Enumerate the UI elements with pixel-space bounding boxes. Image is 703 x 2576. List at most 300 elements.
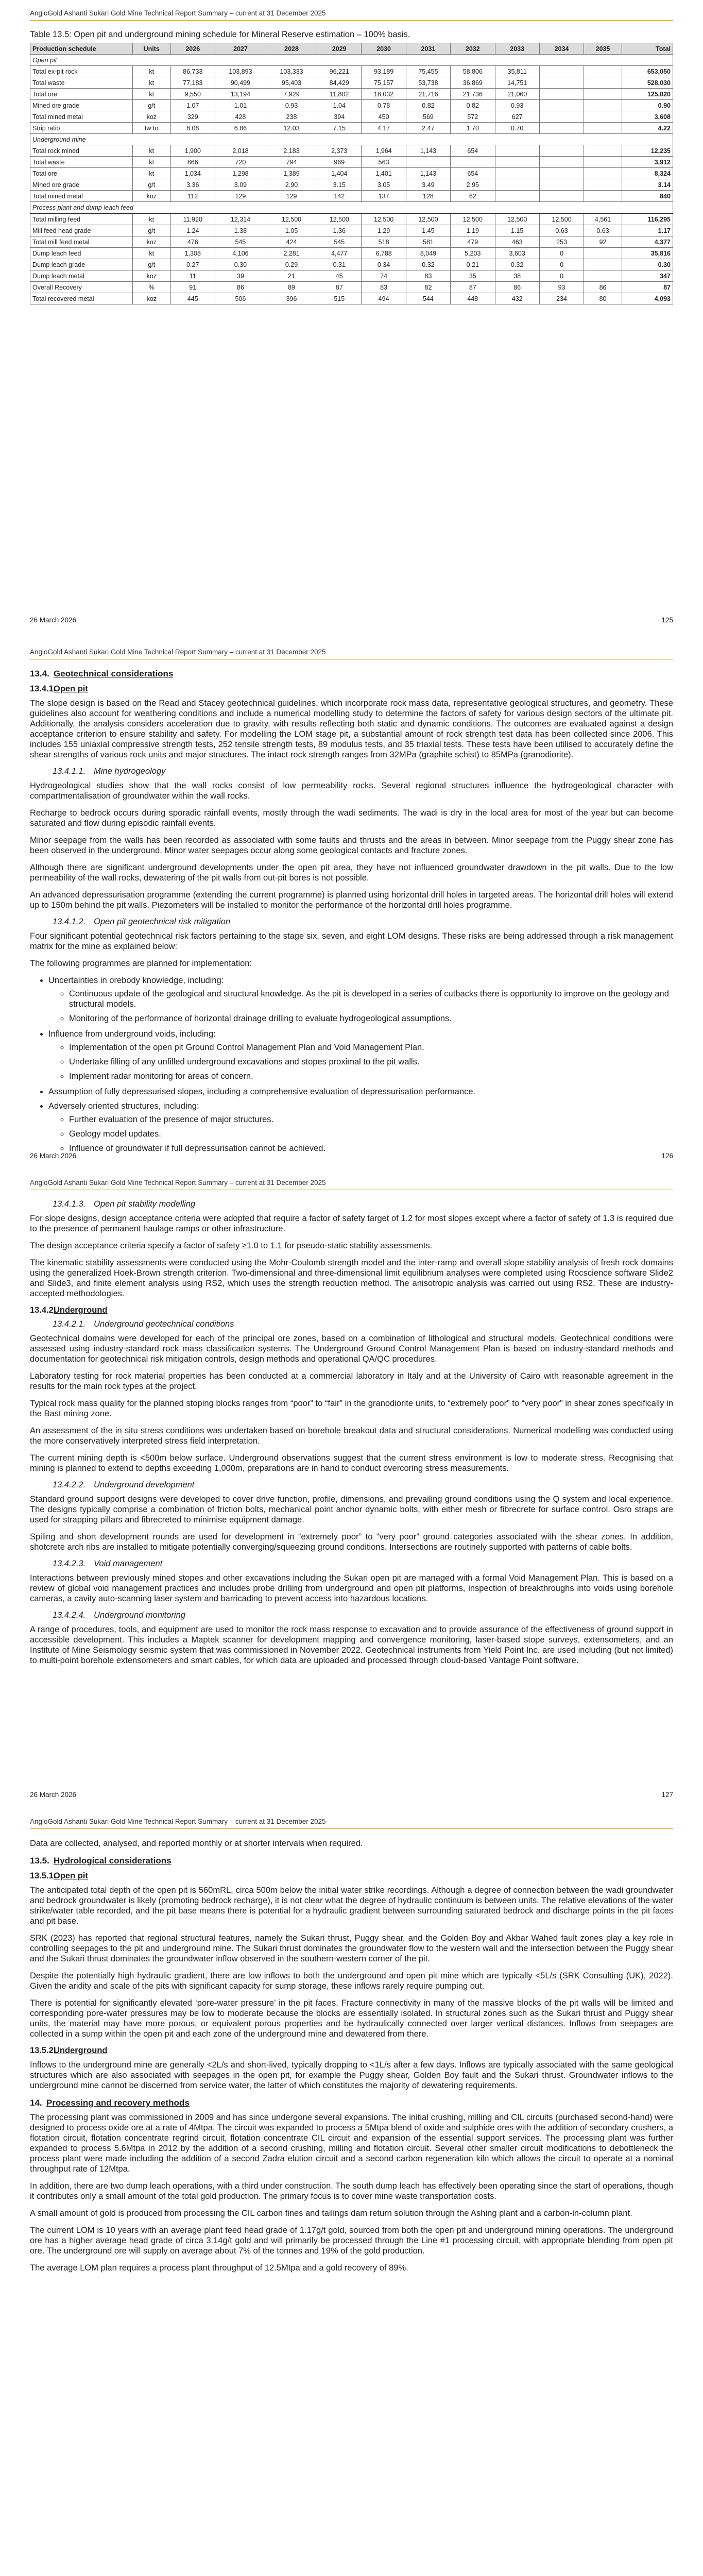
table-body: [30, 55, 673, 304]
table-cell: koz: [133, 191, 171, 202]
table-cell: 38: [495, 270, 539, 282]
table-cell: koz: [133, 111, 171, 123]
paragraph: For slope designs, design acceptance criteria were adopted that require a factor of safety target of 1.2 for most slopes except where a factor of safety of 1.3 is required due to the presence of permanent haulage ramps or other infrastructure.: [30, 1214, 673, 1233]
table-cell: Total ore: [30, 89, 133, 100]
table-cell: 12,500: [362, 213, 406, 225]
table-row: [30, 145, 673, 157]
table-cell: koz: [133, 270, 171, 282]
paragraph: Four significant potential geotechnical risk factors pertaining to the stage six, seven, and eight LOM designs. These risks are being addressed through a risk management matrix for the mine as explained below:: [30, 931, 673, 951]
table-cell: 1.24: [170, 225, 215, 236]
paragraph: Recharge to bedrock occurs during sporadic rainfall events, mostly through the wadi sediments. The wadi is dry in the local area for most of the year but can become saturated and flow during episodic rainfall events.: [30, 808, 673, 828]
table-cell: 840: [622, 191, 673, 202]
table-cell: 0.63: [584, 225, 622, 236]
table-cell: [584, 77, 622, 89]
table-cell: 90,499: [215, 77, 266, 89]
table-cell: 3,603: [495, 248, 539, 259]
table-cell: [539, 89, 584, 100]
table-cell: 445: [170, 293, 215, 304]
table-cell: 0.63: [539, 225, 584, 236]
table-cell: 86: [584, 282, 622, 293]
paragraph: Laboratory testing for rock material properties has been conducted at a commercial laboratory in Italy and at the University of Cairo with reasonable agreement in the results for the main rock types at the project.: [30, 1371, 673, 1391]
table-cell: 87: [622, 282, 673, 293]
table-cell: 3.09: [215, 179, 266, 191]
table-cell: 528,030: [622, 77, 673, 89]
table-cell: 450: [362, 111, 406, 123]
table-cell: 1.70: [451, 123, 495, 134]
table-cell: kt: [133, 157, 171, 168]
table-cell: 866: [170, 157, 215, 168]
paragraph: The anticipated total depth of the open pit is 560mRL, circa 500m below the initial water strike recordings. Although a degree of connection between the wadi groundwater and bedrock groundwater is likely (promoting bedrock recharge), it is not clear what the degree of hydraulic continuum is between units. The relative elevations of the water strike/water table recorded, and the pit base means there is potential for a hydraulic gradient between surrounding saturated bedrock and discharge points in the pit faces and pit base.: [30, 1886, 673, 1926]
mining-schedule-table: [30, 43, 673, 304]
table-cell: 0.31: [317, 259, 362, 270]
table-cell: 11: [170, 270, 215, 282]
table-cell: kt: [133, 66, 171, 77]
section-heading: 13.5. Hydrological considerations: [30, 1856, 172, 1866]
table-section-row: [30, 134, 673, 145]
table-cell: 86: [215, 282, 266, 293]
table-cell: 36,869: [451, 77, 495, 89]
table-cell: g/t: [133, 100, 171, 111]
table-cell: 35: [451, 270, 495, 282]
table-cell: [451, 157, 495, 168]
table-cell: 128: [406, 191, 450, 202]
table-cell: 129: [215, 191, 266, 202]
table-row: [30, 191, 673, 202]
table-cell: [584, 259, 622, 270]
table-cell: 21,060: [495, 89, 539, 100]
table-cell: [584, 100, 622, 111]
table-cell: 96,221: [317, 66, 362, 77]
table-cell: 2.47: [406, 123, 450, 134]
table-cell: 253: [539, 236, 584, 248]
footer-date: 26 March 2026: [30, 1791, 77, 1799]
table-cell: tw:to: [133, 123, 171, 134]
table-cell: 545: [317, 236, 362, 248]
sub-subsection-heading: 13.4.2.1. Underground geotechnical conditions: [53, 1319, 234, 1329]
table-cell: Total mined metal: [30, 111, 133, 123]
table-cell: 0.32: [406, 259, 450, 270]
paragraph: Standard ground support designs were developed to cover drive function, profile, dimensions, and prevailing ground conditions using the Q system and local experience. The designs typically comprise a combination of friction bolts, mechanical point anchor dynamic bolts, with either mesh or fibrecrete for surface control. Osro straps are used for strapping pillars and fibrecreted to minimise equipment damage.: [30, 1495, 673, 1524]
table-cell: 13,194: [215, 89, 266, 100]
table-row: [30, 123, 673, 134]
bullet-list: [30, 975, 673, 1154]
paragraph: There is potential for significantly elevated ‘pore-water pressure’ in the pit faces. Fracture connectivity in many of the massive blocks of the pit walls will be limited and corresponding pore-water pressures may be low to moderate because the blocks are essentially isolated. In structural zones such as the Sukari thrust and Puggy shear units, the material may have more porous, or equivalent porous properties and be hydraulically connected over larger vertical distances. Inflows from seepages are collected in a sump within the open pit and each zone of the underground mine and dewatered from there.: [30, 1998, 673, 2039]
table-cell: 84,429: [317, 77, 362, 89]
table-cell: Total ex-pit rock: [30, 66, 133, 77]
list-item: ◦ Undertake filling of any unfilled underground excavations and stopes proximal to the pit walls.: [69, 1057, 673, 1067]
table-cell: [495, 145, 539, 157]
table-cell: 234: [539, 293, 584, 304]
table-cell: 518: [362, 236, 406, 248]
table-cell: 83: [406, 270, 450, 282]
table-cell: 8,324: [622, 168, 673, 179]
subsection-heading: 13.5.1.Open pit: [30, 1871, 88, 1880]
table-cell: 80: [584, 293, 622, 304]
table-row: [30, 179, 673, 191]
table-cell: 476: [170, 236, 215, 248]
table-row: [30, 168, 673, 179]
table-cell: 12,314: [215, 213, 266, 225]
table-cell: 0.90: [622, 100, 673, 111]
subsection-heading: 13.4.1.Open pit: [30, 684, 88, 693]
table-cell: 4,561: [584, 213, 622, 225]
table-section-row: [30, 202, 673, 214]
table-header-row: [30, 43, 673, 55]
table-cell: 1,308: [170, 248, 215, 259]
table-row: [30, 293, 673, 304]
table-cell: [539, 145, 584, 157]
page-number: 126: [661, 1152, 673, 1160]
table-cell: [495, 191, 539, 202]
paragraph: The processing plant was commissioned in 2009 and has since undergone several expansions. The initial crushing, milling and CIL circuits (purchased second-hand) were designed to process oxide ore at a rate of 4Mtpa. The circuit was expanded to process a 5Mtpa blend of oxide and sulphide ores with the addition of secondary crushers, a flotation circuit, flotation concentrate regrind circuit, flotation concentrate CIL circuit and expansion of the essential support services. The processing plant was further expanded to process 5.6Mtpa in 2012 by the addition of a second crushing, milling and flotation circuit. Several other smaller circuit modifications to debottleneck the process plant were made including the addition of a second Zadra elution circuit and a second carbon regeneration kiln which allows the circuit to operate at a nominal throughput rate of 12Mtpa.: [30, 2113, 673, 2174]
table-cell: 4.17: [362, 123, 406, 134]
table-cell: [584, 179, 622, 191]
table-cell: 0.21: [451, 259, 495, 270]
table-cell: 2.95: [451, 179, 495, 191]
table-cell: g/t: [133, 259, 171, 270]
table-section-title: Underground mine: [30, 134, 673, 145]
table-cell: 581: [406, 236, 450, 248]
paragraph: Typical rock mass quality for the planned stoping blocks ranges from “poor” to “fair” in the granodiorite units, to “extremely poor” to “very poor” in shear zones specifically in the Bast mining zone.: [30, 1399, 673, 1418]
paragraph: Hydrogeological studies show that the wall rocks consist of low permeability rocks. Several regional structures influence the hydrogeological character with compartmentalisation of groundwater within the wall rocks.: [30, 781, 673, 801]
table-cell: 82: [406, 282, 450, 293]
table-cell: Mill feed head grade: [30, 225, 133, 236]
table-cell: [406, 157, 450, 168]
page-127: [0, 1170, 703, 1672]
table-cell: 1.01: [215, 100, 266, 111]
table-cell: [495, 179, 539, 191]
table-cell: 1.36: [317, 225, 362, 236]
list-item: ◦ Geology model updates.: [69, 1129, 673, 1139]
table-header-cell: 2032: [451, 43, 495, 55]
table-cell: kt: [133, 145, 171, 157]
table-cell: 432: [495, 293, 539, 304]
table-cell: 12,500: [317, 213, 362, 225]
table-cell: 7,929: [266, 89, 317, 100]
table-cell: Total ore: [30, 168, 133, 179]
paragraph: Geotechnical domains were developed for each of the principal ore zones, based on a combination of lithological and structural models. Geotechnical conditions were assessed using industry-standard rock mass classification systems. The Underground Ground Control Management Plan is based on industry-standard methods and documentation for geotechnical risk mitigation controls, design methods and operational QA/QC procedures.: [30, 1334, 673, 1364]
table-cell: [584, 123, 622, 134]
table-cell: 0: [539, 248, 584, 259]
table-cell: [584, 191, 622, 202]
table-cell: g/t: [133, 179, 171, 191]
table-cell: 428: [215, 111, 266, 123]
table-cell: 91: [170, 282, 215, 293]
table-cell: [539, 111, 584, 123]
table-caption: Table 13.5: Open pit and underground mining schedule for Mineral Reserve estimation – 100% basis.: [30, 30, 410, 39]
table-cell: 627: [495, 111, 539, 123]
table-row: [30, 89, 673, 100]
table-cell: [539, 191, 584, 202]
table-cell: 45: [317, 270, 362, 282]
table-cell: 515: [317, 293, 362, 304]
table-cell: 2,373: [317, 145, 362, 157]
table-cell: 653,050: [622, 66, 673, 77]
table-cell: 12,500: [406, 213, 450, 225]
table-cell: 3,608: [622, 111, 673, 123]
paragraph: The current mining depth is <500m below surface. Underground observations suggest that the current stress environment is low to moderate stress. Recognising that mining is planned to extend to depths exceeding 1,000m, preparations are in hand to conduct overcoring stress measurements.: [30, 1453, 673, 1473]
table-cell: 11,802: [317, 89, 362, 100]
sub-subsection-heading: 13.4.1.3. Open pit stability modelling: [53, 1199, 196, 1209]
table-row: [30, 270, 673, 282]
table-cell: [539, 77, 584, 89]
table-cell: [584, 157, 622, 168]
table-cell: Mined ore grade: [30, 179, 133, 191]
paragraph: Despite the potentially high hydraulic gradient, there are low inflows to both the underground and open pit mine which are typically <5L/s (SRK Consulting (UK), 2022). Given the aridity and scale of the pits with significant capacity for sump storage, these inflows rarely require pumping out.: [30, 1971, 673, 1991]
paragraph: The current LOM is 10 years with an average plant feed head grade of 1.17g/t gold, sourced from both the open pit and underground mining operations. The underground ore has a higher average head grade of circa 3.14g/t gold and will primarily be processed through the Line #1 processing circuit, with appropriate blending from open pit ore. The underground ore will supply on average about 7% of the tonnes and 19% of the gold production.: [30, 2226, 673, 2256]
table-cell: Overall Recovery: [30, 282, 133, 293]
subsection-heading: 13.4.2.Underground: [30, 1306, 108, 1315]
table-cell: 58,806: [451, 66, 495, 77]
table-cell: 87: [451, 282, 495, 293]
table-cell: 35,811: [495, 66, 539, 77]
table-cell: 0.30: [215, 259, 266, 270]
table-header-cell: 2028: [266, 43, 317, 55]
table-cell: Strip ratio: [30, 123, 133, 134]
paragraph: Although there are significant underground developments under the open pit area, they have not influenced groundwater drawdown in the pit walls. Due to the low permeability of the wall rocks, dewatering of the pit walls from out-pit bores is not possible.: [30, 863, 673, 883]
table-header-cell: Production schedule: [30, 43, 133, 55]
table-cell: 569: [406, 111, 450, 123]
table-cell: 93: [539, 282, 584, 293]
table-row: [30, 111, 673, 123]
table-header-cell: 2029: [317, 43, 362, 55]
list-item: • Adversely oriented structures, including: ◦ Further evaluation of the presence of major structures. ◦ Geology model updates. ◦ Influence of groundwater if full depressurisation cannot be achieved.: [48, 1101, 673, 1154]
table-cell: 1,404: [317, 168, 362, 179]
table-cell: 3.05: [362, 179, 406, 191]
table-cell: Total milling feed: [30, 213, 133, 225]
table-cell: 563: [362, 157, 406, 168]
table-cell: [539, 66, 584, 77]
table-cell: 11,920: [170, 213, 215, 225]
table-cell: 1.05: [266, 225, 317, 236]
table-cell: [584, 248, 622, 259]
table-cell: kt: [133, 213, 171, 225]
table-cell: 463: [495, 236, 539, 248]
table-cell: 137: [362, 191, 406, 202]
list-item: • Uncertainties in orebody knowledge, including: ◦ Continuous update of the geological and structural knowledge. As the pit is developed in a series of cutbacks there is opportunity to improve on the geology and structural models. ◦ Monitoring of the performance of horizontal drainage drilling to evaluate hydrogeological assumptions.: [48, 975, 673, 1024]
sub-subsection-heading: 13.4.2.4. Underground monitoring: [53, 1611, 185, 1620]
table-cell: 142: [317, 191, 362, 202]
table-cell: 12.03: [266, 123, 317, 134]
list-item: • Influence from underground voids, including: ◦ Implementation of the open pit Ground Control Management Plan and Void Management Plan. ◦ Undertake filling of any unfilled underground excavations and stopes proximal to the pit walls. ◦ Implement radar monitoring for areas of concern.: [48, 1029, 673, 1081]
table-cell: %: [133, 282, 171, 293]
table-cell: 3.49: [406, 179, 450, 191]
table-cell: 112: [170, 191, 215, 202]
paragraph: An advanced depressurisation programme (extending the current programme) is planned using horizontal drill holes in targeted areas. The horizontal drill holes will extend up to 150m behind the pit walls. Piezometers will be installed to monitor the performance of the horizontal drill holes programme.: [30, 890, 673, 910]
table-cell: 2,183: [266, 145, 317, 157]
table-cell: Dump leach grade: [30, 259, 133, 270]
table-header-cell: 2035: [584, 43, 622, 55]
table-cell: 18,032: [362, 89, 406, 100]
paragraph: Inflows to the underground mine are generally <2L/s and short-lived, typically dropping to <1L/s after a few days. Inflows are typically associated with the same geological structures which are also associated with seepages in the open pit, for example the Puggy shear, Golden Boy fault and the Sukari thrust. Groundwater inflows to the underground mine cannot be discerned from service water, the latter of which constitutes the majority of dewatering requirements.: [30, 2060, 673, 2090]
page-footer: [30, 616, 673, 624]
footer-date: 26 March 2026: [30, 616, 77, 624]
table-cell: 347: [622, 270, 673, 282]
table-cell: 329: [170, 111, 215, 123]
list-item: ◦ Further evaluation of the presence of major structures.: [69, 1114, 673, 1125]
table-cell: [584, 270, 622, 282]
table-cell: Dump leach metal: [30, 270, 133, 282]
list-item: ◦ Implementation of the open pit Ground Control Management Plan and Void Management Plan.: [69, 1042, 673, 1053]
table-cell: kt: [133, 168, 171, 179]
table-cell: 1.17: [622, 225, 673, 236]
subsection-heading: 13.5.2.Underground: [30, 2046, 108, 2055]
list-item: ◦ Implement radar monitoring for areas of concern.: [69, 1071, 673, 1081]
table-cell: 424: [266, 236, 317, 248]
table-cell: 21: [266, 270, 317, 282]
table-header-cell: Units: [133, 43, 171, 55]
table-cell: 479: [451, 236, 495, 248]
table-header-cell: Total: [622, 43, 673, 55]
table-cell: 1.29: [362, 225, 406, 236]
sub-subsection-heading: 13.4.2.2. Underground development: [53, 1480, 195, 1489]
table-cell: [584, 168, 622, 179]
table-cell: 87: [317, 282, 362, 293]
page-header: AngloGold Ashanti Sukari Gold Mine Technical Report Summary – current at 31 December 2025: [30, 1818, 326, 1825]
table-cell: 12,500: [539, 213, 584, 225]
table-cell: 95,403: [266, 77, 317, 89]
table-cell: 506: [215, 293, 266, 304]
list-item: ◦ Monitoring of the performance of horizontal drainage drilling to evaluate hydrogeological assumptions.: [69, 1013, 673, 1024]
table-cell: [495, 157, 539, 168]
page-footer: [30, 1152, 673, 1160]
table-cell: 544: [406, 293, 450, 304]
table-section-title: Open pit: [30, 55, 673, 66]
table-cell: 12,500: [495, 213, 539, 225]
table-cell: 0.82: [406, 100, 450, 111]
table-cell: [584, 66, 622, 77]
table-row: [30, 100, 673, 111]
table-cell: 0: [539, 270, 584, 282]
table-cell: 35,816: [622, 248, 673, 259]
page-footer: [30, 1791, 673, 1799]
page-header: AngloGold Ashanti Sukari Gold Mine Technical Report Summary – current at 31 December 2025: [30, 1179, 326, 1187]
table-cell: [539, 179, 584, 191]
table-cell: 1,389: [266, 168, 317, 179]
table-cell: 3,912: [622, 157, 673, 168]
table-cell: 116,295: [622, 213, 673, 225]
page-125: [0, 0, 703, 639]
table-cell: 83: [362, 282, 406, 293]
table-cell: 4,106: [215, 248, 266, 259]
table-cell: 77,183: [170, 77, 215, 89]
table-cell: 6,788: [362, 248, 406, 259]
table-cell: Total waste: [30, 157, 133, 168]
table-cell: 0.32: [495, 259, 539, 270]
table-cell: kt: [133, 89, 171, 100]
table-cell: Total mined metal: [30, 191, 133, 202]
table-cell: 7.15: [317, 123, 362, 134]
table-cell: 125,020: [622, 89, 673, 100]
table-cell: 969: [317, 157, 362, 168]
table-cell: 1.38: [215, 225, 266, 236]
table-cell: 1,900: [170, 145, 215, 157]
paragraph: The slope design is based on the Read and Stacey geotechnical guidelines, which incorporate rock mass data, representative geological structures, and geometry. These guidelines also account for weathering conditions and include a numerical modelling study to determine the factors of safety for various design sectors of the ultimate pit. Additionally, the analysis considers acceleration due to gravity, with results reflecting both static and dynamic conditions. The outcomes are evaluated against a design acceptance criterion to ensure stability and safety. For modelling the LOM stage pit, a substantial amount of rock strength test data has been collected since 2006. This includes 155 uniaxial compressive strength tests, 252 tensile strength tests, 89 modulus tests, and 35 triaxial tests. These tests have been utilised to accurately define the shear strengths of various rock units and major structures. The intact rock strength ranges from 32MPa (graphite schist) to 85MPa (granodiorite).: [30, 699, 673, 759]
table-cell: 1,298: [215, 168, 266, 179]
table-header-cell: 2031: [406, 43, 450, 55]
table-cell: koz: [133, 236, 171, 248]
table-cell: 1.07: [170, 100, 215, 111]
table-row: [30, 225, 673, 236]
table-row: [30, 236, 673, 248]
table-cell: 0.93: [266, 100, 317, 111]
table-cell: [584, 145, 622, 157]
table-cell: 103,893: [215, 66, 266, 77]
paragraph: A small amount of gold is produced from processing the CIL carbon fines and tailings dam return solution through the Ashing plant and a carbon-in-column plant.: [30, 2209, 632, 2218]
table-cell: 394: [317, 111, 362, 123]
table-cell: 3.14: [622, 179, 673, 191]
table-cell: 0.78: [362, 100, 406, 111]
table-cell: 4,477: [317, 248, 362, 259]
table-cell: 62: [451, 191, 495, 202]
table-cell: 12,500: [266, 213, 317, 225]
table-cell: 1,964: [362, 145, 406, 157]
table-cell: 654: [451, 168, 495, 179]
table-cell: 39: [215, 270, 266, 282]
table-row: [30, 66, 673, 77]
table-cell: 0.27: [170, 259, 215, 270]
table-cell: 86,733: [170, 66, 215, 77]
table-cell: 720: [215, 157, 266, 168]
table-cell: 74: [362, 270, 406, 282]
table-row: [30, 157, 673, 168]
table-cell: 0: [539, 259, 584, 270]
table-cell: Total rock mined: [30, 145, 133, 157]
table-cell: 86: [495, 282, 539, 293]
table-cell: Total waste: [30, 77, 133, 89]
table-cell: 9,550: [170, 89, 215, 100]
section-heading: 13.4. Geotechnical considerations: [30, 669, 174, 679]
page-number: 125: [661, 616, 673, 624]
sub-subsection-heading: 13.4.1.1. Mine hydrogeology: [53, 767, 166, 776]
table-header-cell: 2033: [495, 43, 539, 55]
table-cell: Total mill feed metal: [30, 236, 133, 248]
list-item: ◦ Influence of groundwater if full depressurisation cannot be achieved.: [69, 1143, 673, 1154]
paragraph: The following programmes are planned for implementation:: [30, 959, 252, 968]
table-cell: 2,281: [266, 248, 317, 259]
table-row: [30, 77, 673, 89]
table-cell: 2,018: [215, 145, 266, 157]
table-row: [30, 248, 673, 259]
table-cell: 0.30: [622, 259, 673, 270]
table-row: [30, 213, 673, 225]
table-cell: 3.36: [170, 179, 215, 191]
table-cell: 545: [215, 236, 266, 248]
page-header: AngloGold Ashanti Sukari Gold Mine Technical Report Summary – current at 31 December 2025: [30, 648, 326, 656]
page-number: 127: [661, 1791, 673, 1799]
table-cell: 0.34: [362, 259, 406, 270]
table-cell: kt: [133, 77, 171, 89]
page-header: AngloGold Ashanti Sukari Gold Mine Technical Report Summary – current at 31 December 2025: [30, 9, 326, 17]
table-cell: [584, 111, 622, 123]
table-cell: 0.29: [266, 259, 317, 270]
table-cell: [539, 157, 584, 168]
page-126: [0, 639, 703, 1159]
list-item: • Assumption of fully depressurised slopes, including a comprehensive evaluation of depressurisation performance.: [48, 1087, 673, 1097]
table-cell: g/t: [133, 225, 171, 236]
table-header-cell: 2030: [362, 43, 406, 55]
table-cell: Mined ore grade: [30, 100, 133, 111]
table-cell: 5,203: [451, 248, 495, 259]
paragraph: Interactions between previously mined stopes and other excavations including the Sukari open pit are managed with a formal Void Management Plan. This is based on a review of global void management practices and includes probe drilling from underground and open pit platforms, inspection of breakthroughs into voids using borehole cameras, a cavity auto-scanning laser system and barricading to prevent access into hazardous locations.: [30, 1573, 673, 1603]
table-cell: 4,377: [622, 236, 673, 248]
paragraph: Spiling and short development rounds are used for development in “extremely poor” to “very poor” ground categories associated with the shear zones. In addition, shotcrete arch ribs are installed to mitigate potentially converging/squeezing ground conditions. Intersections are routinely supported with patterns of cable bolts.: [30, 1532, 673, 1552]
sub-subsection-heading: 13.4.2.3. Void management: [53, 1559, 163, 1568]
table-cell: 1,034: [170, 168, 215, 179]
table-cell: 2.90: [266, 179, 317, 191]
table-cell: 53,738: [406, 77, 450, 89]
table-cell: 6.86: [215, 123, 266, 134]
